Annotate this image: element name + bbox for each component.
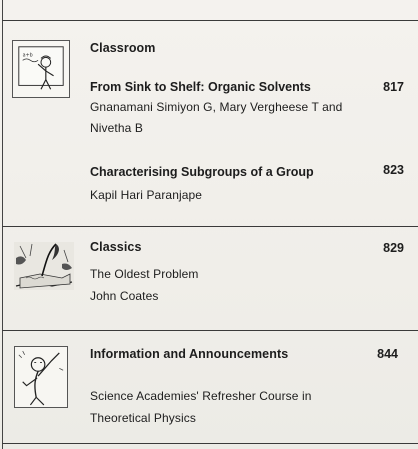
article-title[interactable]: The Oldest Problem [90,267,199,281]
section-title: Classics [90,240,142,254]
divider-bottom [2,443,418,444]
announcement-line-cont: Theoretical Physics [90,411,196,425]
article-authors-cont: Nivetha B [90,121,143,135]
section-title: Classroom [90,41,156,55]
page-number: 844 [377,347,398,361]
announcer-with-pointer-icon [14,346,68,408]
page-number: 829 [383,241,404,255]
article-title[interactable]: From Sink to Shelf: Organic Solvents [90,80,311,94]
article-authors: John Coates [90,289,159,303]
teacher-at-blackboard-icon [12,40,70,98]
section-information [0,330,418,440]
announcement-line[interactable]: Science Academies' Refresher Course in [90,389,312,403]
article-authors: Kapil Hari Paranjape [90,188,203,202]
page-number: 817 [383,80,404,94]
svg-text:a+b: a+b [22,53,33,59]
section-title: Information and Announcements [90,347,289,361]
quill-and-paper-icon [12,238,76,294]
section-classroom [0,20,418,228]
section-classics [0,226,418,330]
article-authors: Gnanamani Simiyon G, Mary Vergheese T and [90,100,343,114]
article-title[interactable]: Characterising Subgroups of a Group [90,165,314,179]
page-number: 823 [383,163,404,177]
